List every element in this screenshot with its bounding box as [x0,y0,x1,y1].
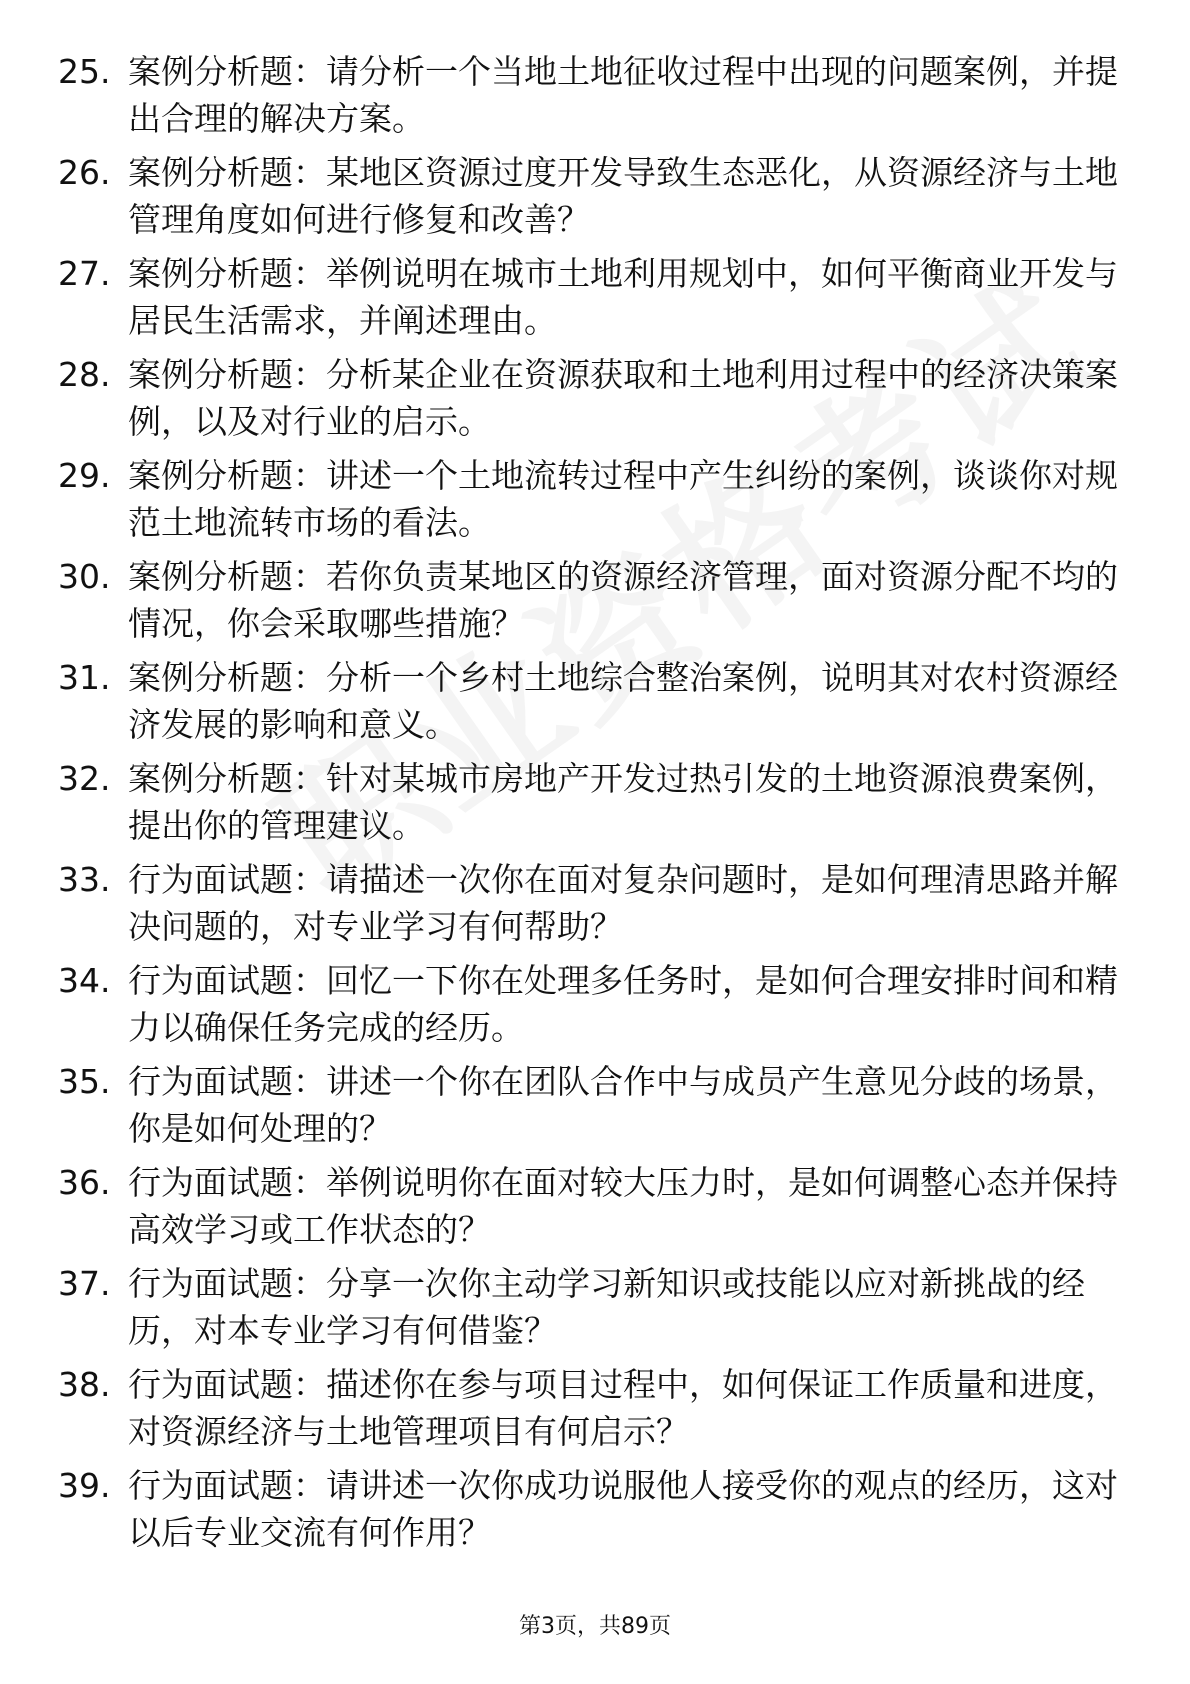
question-item [58,654,1118,748]
question-text: 行为面试题：讲述一个你在团队合作中与成员产生意见分歧的场景，你是如何处理的？ [128,1062,1118,1148]
question-number: 27. [58,254,111,293]
question-text: 案例分析题：讲述一个土地流转过程中产生纠纷的案例，谈谈你对规范土地流转市场的看法。 [128,456,1118,542]
question-number: 32. [58,759,111,798]
question-number: 26. [58,153,111,192]
question-number: 25. [58,52,111,91]
question-item [58,1462,1118,1556]
question-number: 39. [58,1466,111,1505]
question-text: 行为面试题：描述你在参与项目过程中，如何保证工作质量和进度，对资源经济与土地管理项目有何启示？ [128,1365,1118,1451]
question-item [58,553,1118,647]
question-number: 37. [58,1264,111,1303]
question-item [58,1159,1118,1253]
question-item [58,149,1118,243]
question-text: 行为面试题：请讲述一次你成功说服他人接受你的观点的经历，这对以后专业交流有何作用？ [128,1466,1118,1552]
question-text: 案例分析题：分析一个乡村土地综合整治案例，说明其对农村资源经济发展的影响和意义。 [128,658,1118,744]
question-text: 行为面试题：回忆一下你在处理多任务时，是如何合理安排时间和精力以确保任务完成的经历。 [128,961,1118,1047]
question-text: 行为面试题：举例说明你在面对较大压力时，是如何调整心态并保持高效学习或工作状态的？ [128,1163,1118,1249]
question-number: 36. [58,1163,111,1202]
question-number: 33. [58,860,111,899]
question-number: 34. [58,961,111,1000]
question-number: 28. [58,355,111,394]
question-number: 31. [58,658,111,697]
question-number: 38. [58,1365,111,1404]
question-text: 案例分析题：分析某企业在资源获取和土地利用过程中的经济决策案例，以及对行业的启示。 [128,355,1118,441]
question-text: 案例分析题：举例说明在城市土地利用规划中，如何平衡商业开发与居民生活需求，并阐述理由。 [128,254,1118,340]
question-text: 案例分析题：请分析一个当地土地征收过程中出现的问题案例，并提出合理的解决方案。 [128,52,1118,138]
question-item [58,351,1118,445]
question-item [58,250,1118,344]
question-text: 案例分析题：某地区资源过度开发导致生态恶化，从资源经济与土地管理角度如何进行修复和改善？ [128,153,1118,239]
question-text: 案例分析题：针对某城市房地产开发过热引发的土地资源浪费案例，提出你的管理建议。 [128,759,1118,845]
question-text: 行为面试题：分享一次你主动学习新知识或技能以应对新挑战的经历，对本专业学习有何借鉴？ [128,1264,1085,1350]
question-number: 35. [58,1062,111,1101]
question-text: 行为面试题：请描述一次你在面对复杂问题时，是如何理清思路并解决问题的，对专业学习有何帮助？ [128,860,1118,946]
question-item [58,755,1118,849]
question-item [58,1260,1118,1354]
question-item [58,1058,1118,1152]
page-footer: 第3页，共89页 [519,1614,671,1639]
question-number: 30. [58,557,111,596]
question-number: 29. [58,456,111,495]
question-item [58,957,1118,1051]
question-list [58,48,1118,1563]
question-item [58,452,1118,546]
question-item [58,1361,1118,1455]
question-item [58,856,1118,950]
question-text: 案例分析题：若你负责某地区的资源经济管理，面对资源分配不均的情况，你会采取哪些措施？ [128,557,1118,643]
question-item [58,48,1118,142]
